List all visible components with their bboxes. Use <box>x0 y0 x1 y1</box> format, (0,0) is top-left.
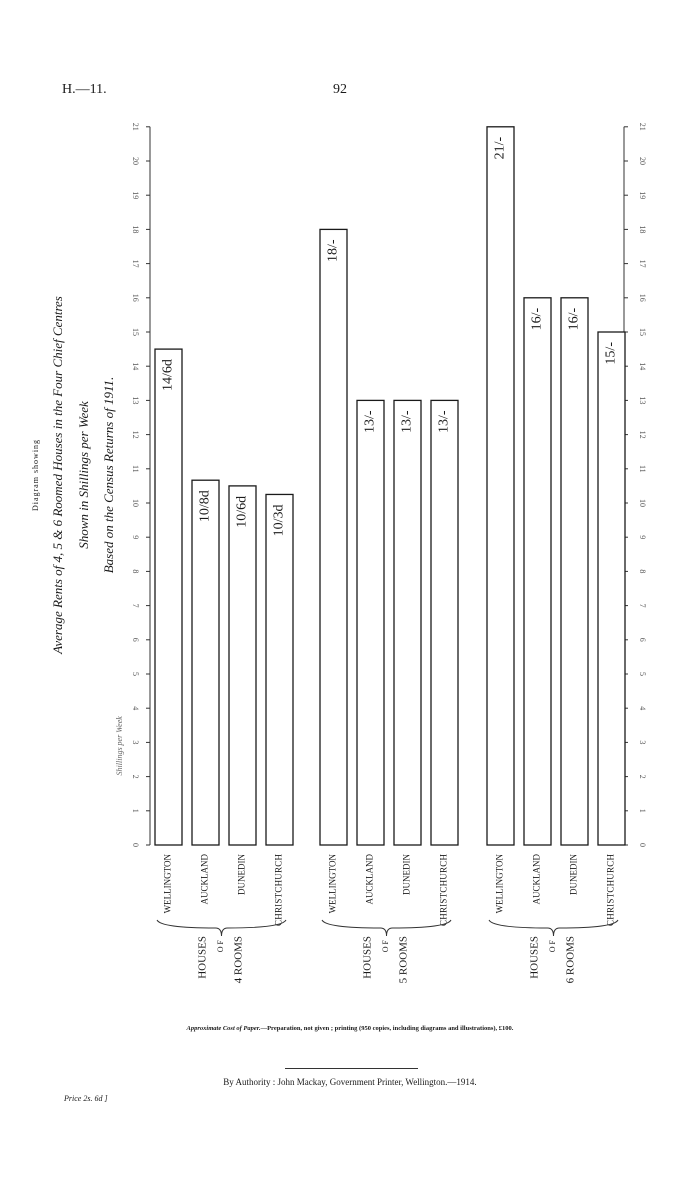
bar <box>192 480 219 845</box>
right-tick-label: 9 <box>638 535 648 540</box>
bar <box>229 486 256 845</box>
left-tick-label: 18 <box>131 225 141 234</box>
right-tick-label: 5 <box>638 672 648 676</box>
right-tick-label: 8 <box>638 569 648 574</box>
bar <box>487 127 514 845</box>
chart-title-line: Based on the Census Returns of 1911. <box>101 376 116 574</box>
right-tick-label: 15 <box>638 328 648 336</box>
bar <box>598 332 625 845</box>
bar <box>320 229 347 845</box>
group-bracket <box>157 920 286 936</box>
right-tick-label: 14 <box>638 362 648 371</box>
right-tick-label: 2 <box>638 774 648 779</box>
right-tick-label: 11 <box>638 464 648 473</box>
bar-value-label: 21/- <box>492 136 508 160</box>
right-tick-label: 6 <box>638 637 648 642</box>
bar-value-label: 14/6d <box>160 359 176 391</box>
bar <box>394 400 421 845</box>
bar-value-label: 16/- <box>529 307 545 331</box>
right-tick-label: 20 <box>638 157 648 165</box>
right-tick-label: 13 <box>638 396 648 405</box>
right-tick-label: 4 <box>638 706 648 711</box>
cost-note-text: —Preparation, not given ; printing (950 copies, including diagrams and illustrations), £100. <box>260 1025 514 1032</box>
left-tick-label: 1 <box>131 808 141 813</box>
group-bracket <box>322 920 451 936</box>
bar <box>357 400 384 845</box>
right-tick-label: 7 <box>638 603 648 608</box>
bar-city-label: WELLINGTON <box>162 854 173 914</box>
left-tick-label: 5 <box>131 672 141 676</box>
bar-value-label: 10/3d <box>271 504 287 537</box>
left-tick-label: 6 <box>131 637 141 642</box>
chart-title-line: Diagram showing <box>31 438 40 512</box>
right-tick-label: 16 <box>638 293 648 302</box>
left-tick-label: 21 <box>131 122 141 131</box>
right-tick-label: 3 <box>638 740 648 745</box>
left-tick-label: 20 <box>131 157 141 165</box>
group-label-line: OF <box>380 938 390 953</box>
right-tick-label: 12 <box>638 430 648 439</box>
right-tick-label: 18 <box>638 225 648 234</box>
bar-value-label: 10/8d <box>197 490 213 523</box>
right-tick-label: 1 <box>638 808 648 813</box>
bar-value-label: 15/- <box>603 342 619 365</box>
bar-city-label: WELLINGTON <box>327 854 338 914</box>
bar-city-label: CHRISTCHURCH <box>273 854 284 926</box>
bar-city-label: DUNEDIN <box>568 854 579 895</box>
left-tick-label: 2 <box>131 774 141 779</box>
left-tick-label: 16 <box>131 293 141 302</box>
group-label-line: HOUSES <box>196 936 209 979</box>
bar-city-label: WELLINGTON <box>494 854 505 914</box>
left-tick-label: 3 <box>131 740 141 745</box>
group-label-line: OF <box>547 938 557 953</box>
group-label-line: 6 ROOMS <box>564 936 577 984</box>
left-tick-label: 8 <box>131 569 141 574</box>
bar-value-label: 13/- <box>436 410 452 433</box>
left-tick-label: 15 <box>131 328 141 336</box>
bar <box>431 400 458 845</box>
section-code: H.—11. <box>62 82 107 97</box>
cost-note <box>0 1025 700 1032</box>
bar-value-label: 18/- <box>325 239 341 262</box>
left-tick-label: 4 <box>131 706 141 711</box>
right-tick-label: 17 <box>638 259 648 268</box>
bar-city-label: DUNEDIN <box>236 854 247 895</box>
bar-value-label: 10/6d <box>234 495 250 528</box>
bar-city-label: AUCKLAND <box>199 854 210 905</box>
bar-city-label: AUCKLAND <box>531 854 542 905</box>
left-tick-label: 0 <box>131 843 141 847</box>
bar <box>524 298 551 845</box>
group-bracket <box>489 920 618 936</box>
right-tick-label: 19 <box>638 191 648 200</box>
footer-divider <box>285 1068 418 1069</box>
right-tick-label: 0 <box>638 843 648 847</box>
bar-city-label: AUCKLAND <box>364 854 375 905</box>
left-tick-label: 17 <box>131 259 141 268</box>
bar <box>266 494 293 845</box>
left-tick-label: 14 <box>131 362 141 371</box>
left-tick-label: 19 <box>131 191 141 200</box>
left-tick-label: 10 <box>131 499 141 507</box>
bar <box>561 298 588 845</box>
bar-value-label: 13/- <box>362 410 378 433</box>
printer-authority: By Authority : John Mackay, Government Printer, Wellington.—1914. <box>223 1077 477 1087</box>
left-tick-label: 9 <box>131 535 141 540</box>
bar <box>155 349 182 845</box>
group-label-line: OF <box>215 938 225 953</box>
bar-city-label: CHRISTCHURCH <box>438 854 449 926</box>
page-number: 92 <box>333 82 347 97</box>
bar-value-label: 13/- <box>399 410 415 433</box>
group-label-line: HOUSES <box>361 936 374 979</box>
y-axis-title: Shillings per Week <box>115 716 124 776</box>
left-tick-label: 12 <box>131 430 141 439</box>
group-label-line: HOUSES <box>528 936 541 979</box>
group-label-line: 5 ROOMS <box>397 936 410 984</box>
price-note: Price 2s. 6d ] <box>64 1094 108 1103</box>
bar-city-label: CHRISTCHURCH <box>605 854 616 926</box>
chart-title-line: Shown in Shillings per Week <box>76 401 91 549</box>
group-label-line: 4 ROOMS <box>232 936 245 984</box>
bar-city-label: DUNEDIN <box>401 854 412 895</box>
left-tick-label: 7 <box>131 603 141 608</box>
right-tick-label: 21 <box>638 122 648 131</box>
chart-title-line: Average Rents of 4, 5 & 6 Roomed Houses in the Four Chief Centres <box>50 296 65 654</box>
left-tick-label: 13 <box>131 396 141 405</box>
bar-value-label: 16/- <box>566 307 582 331</box>
right-tick-label: 10 <box>638 499 648 507</box>
left-tick-label: 11 <box>131 464 141 473</box>
cost-note-label: Approximate Cost of Paper. <box>186 1025 261 1032</box>
